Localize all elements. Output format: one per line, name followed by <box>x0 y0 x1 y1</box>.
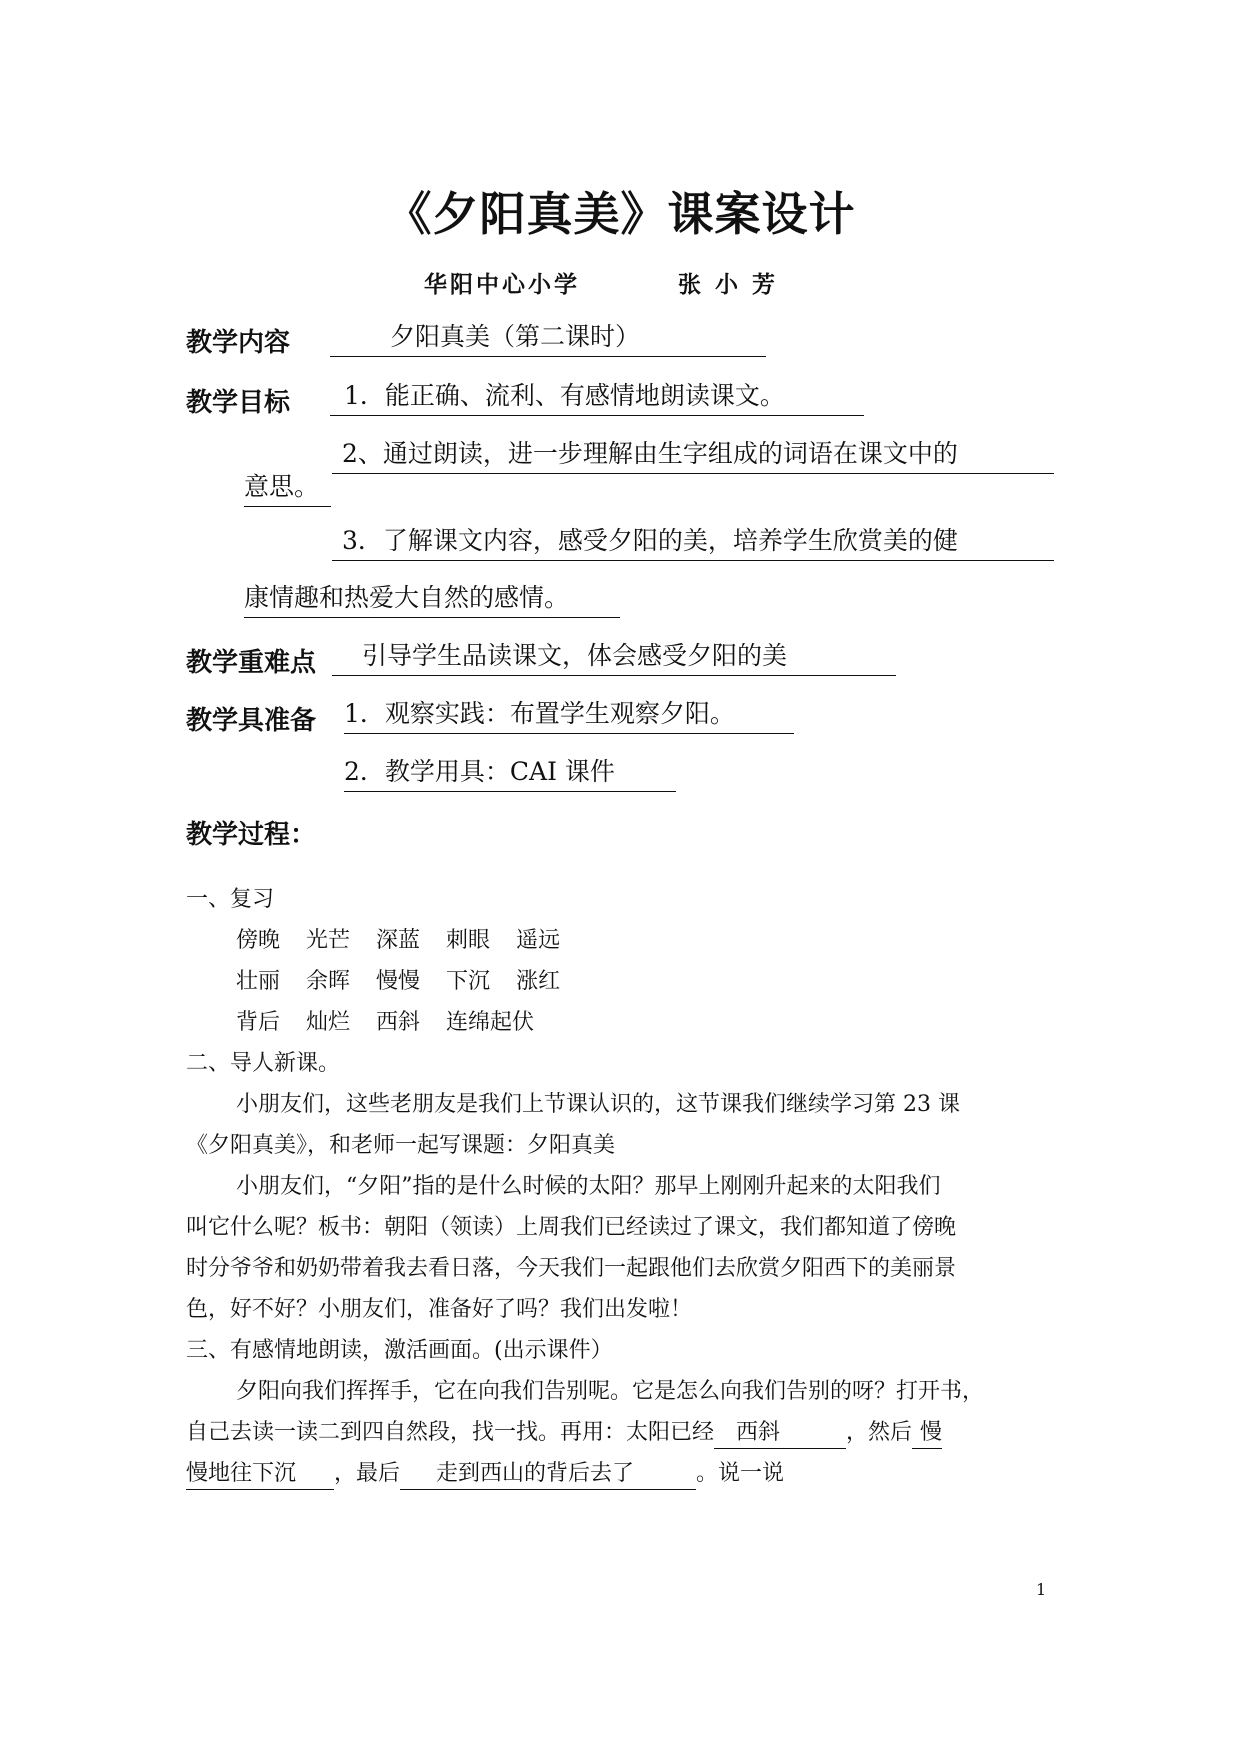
intro-paragraph-1-line-2: 《夕阳真美》，和老师一起写课题：夕阳真美 <box>186 1133 616 1158</box>
word: 光芒 <box>306 928 351 953</box>
word: 连绵起伏 <box>446 1010 535 1035</box>
process-heading: 教学过程： <box>186 820 317 850</box>
intro-heading: 二、导人新课。 <box>186 1051 341 1076</box>
word: 涨红 <box>516 969 561 994</box>
intro-paragraph-2-line-4: 色，好不好？小朋友们，准备好了吗？我们出发啦！ <box>186 1297 693 1322</box>
fill-blank-2-part-2: 慢地往下沉 <box>186 1459 334 1490</box>
reading-text: 自己去读一读二到四自然段，找一找。再用：太阳已经 <box>186 1420 715 1445</box>
reading-paragraph-line-2 <box>186 1418 942 1449</box>
word: 壮丽 <box>236 969 281 994</box>
teaching-content-label: 教学内容 <box>186 328 291 358</box>
reading-heading: 三、有感情地朗读，激活画面。(出示课件） <box>186 1338 613 1363</box>
teaching-content-value: 夕阳真美（第二课时） <box>330 320 766 357</box>
intro-paragraph-2-line-1: 小朋友们，“夕阳”指的是什么时候的太阳？那早上刚刚升起来的太阳我们 <box>236 1174 941 1199</box>
author-name: 张 小 芳 <box>678 271 779 298</box>
key-points-label: 教学重难点 <box>186 648 317 678</box>
preparation-item-2: 2．教学用具：CAI 课件 <box>344 755 676 792</box>
intro-paragraph-1-line-1: 小朋友们，这些老朋友是我们上节课认识的，这节课我们继续学习第 23 课 <box>236 1092 960 1117</box>
fill-blank-2-part-1: 慢 <box>912 1418 942 1449</box>
word: 西斜 <box>376 1010 421 1035</box>
review-heading: 一、复习 <box>186 887 275 912</box>
review-words-row-2 <box>236 967 586 997</box>
preparation-item-1: 1．观察实践：布置学生观察夕阳。 <box>344 697 794 734</box>
review-words-row-3 <box>236 1008 560 1038</box>
word: 背后 <box>236 1010 281 1035</box>
goal-3-line-2: 康情趣和热爱大自然的感情。 <box>244 581 620 618</box>
teaching-goals-label: 教学目标 <box>186 388 291 418</box>
reading-paragraph-line-3 <box>186 1459 784 1490</box>
intro-paragraph-2-line-3: 时分爷爷和奶奶带着我去看日落，今天我们一起跟他们去欣赏夕阳西下的美丽景 <box>186 1256 957 1281</box>
goal-2-line-1: 2、通过朗读，进一步理解由生字组成的词语在课文中的 <box>332 437 1054 474</box>
word: 灿烂 <box>306 1010 351 1035</box>
school-name: 华阳中心小学 <box>424 271 580 298</box>
key-points-value: 引导学生品读课文，体会感受夕阳的美 <box>332 639 896 676</box>
preparation-label: 教学具准备 <box>186 706 317 736</box>
review-words-row-1 <box>236 926 586 956</box>
word: 深蓝 <box>376 928 421 953</box>
intro-paragraph-2-line-2: 叫它什么呢？板书：朝阳（领读）上周我们已经读过了课文，我们都知道了傍晚 <box>186 1215 957 1240</box>
word: 遥远 <box>516 928 561 953</box>
document-title: 《夕阳真美》课案设计 <box>385 187 856 241</box>
goal-2-line-2: 意思。 <box>244 470 331 507</box>
word: 慢慢 <box>376 969 421 994</box>
word: 刺眼 <box>446 928 491 953</box>
word: 余晖 <box>306 969 351 994</box>
reading-text: ，最后 <box>334 1461 401 1486</box>
goal-3-line-1: 3．了解课文内容，感受夕阳的美，培养学生欣赏美的健 <box>332 524 1054 561</box>
reading-paragraph-line-1: 夕阳向我们挥挥手，它在向我们告别呢。它是怎么向我们告别的呀？打开书， <box>236 1379 985 1404</box>
page-number: 1 <box>1036 1580 1047 1599</box>
fill-blank-1: 西斜 <box>714 1418 846 1449</box>
word: 下沉 <box>446 969 491 994</box>
goal-1: 1．能正确、流利、有感情地朗读课文。 <box>330 379 864 416</box>
reading-text: 。说一说 <box>696 1461 785 1486</box>
fill-blank-3: 走到西山的背后去了 <box>400 1459 696 1490</box>
word: 傍晚 <box>236 928 281 953</box>
reading-text: ，然后 <box>846 1420 913 1445</box>
